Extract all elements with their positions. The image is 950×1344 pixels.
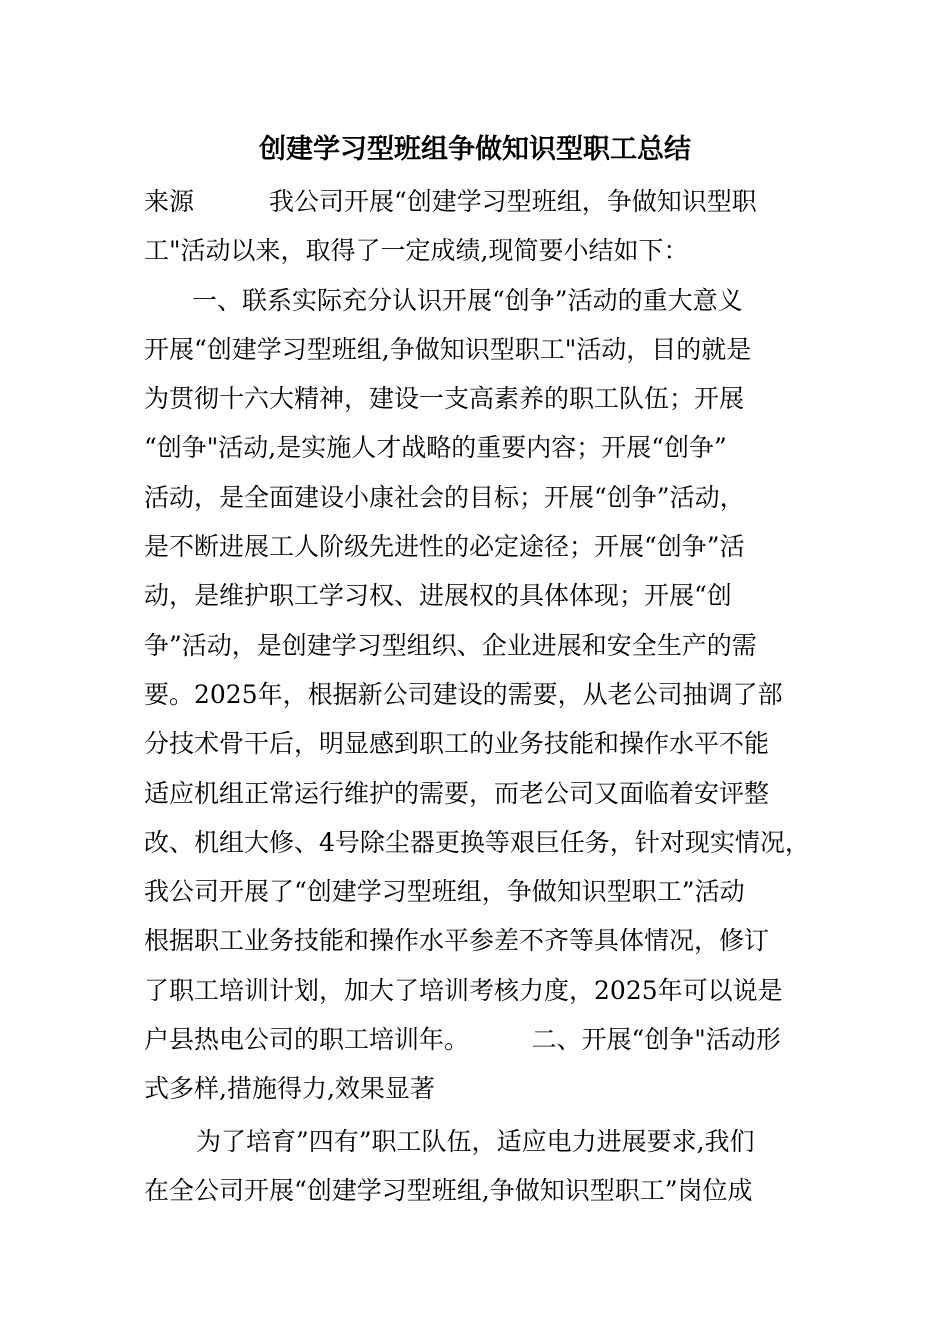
body-line: “创争"活动,是实施人才战略的重要内容；开展“创争” — [144, 433, 727, 463]
paragraph-start: 为了培育”四有”职工队伍，适应电力进展要求,我们 — [196, 1126, 755, 1156]
body-line: 根据职工业务技能和操作水平参差不齐等具体情况，修订 — [144, 926, 770, 956]
body-line-section-two: 户县热电公司的职工培训年。 二、开展“创争"活动形 — [144, 1025, 781, 1055]
body-line: 式多样,措施得力,效果显著 — [144, 1074, 435, 1104]
body-line: 要。2025年，根据新公司建设的需要，从老公司抽调了部 — [144, 679, 783, 709]
body-line-source-intro: 来源 我公司开展“创建学习型班组，争做知识型职 — [144, 187, 757, 216]
document-body — [144, 177, 824, 1215]
body-line: 适应机组正常运行维护的需要，而老公司又面临着安评整 — [144, 778, 770, 808]
body-line: 在全公司开展“创建学习型班组,争做知识型职工”岗位成 — [144, 1175, 753, 1205]
body-line: 争”活动，是创建学习型组织、企业进展和安全生产的需 — [144, 630, 757, 660]
body-line: 开展“创建学习型班组,争做知识型职工"活动，目的就是 — [144, 334, 752, 364]
document-title: 创建学习型班组争做知识型职工总结 — [259, 134, 691, 165]
section-heading-one: 一、联系实际充分认识开展“创争”活动的重大意义 — [192, 285, 743, 315]
body-line: 改、机组大修、4号除尘器更换等艰巨任务，针对现实情况， — [144, 827, 810, 857]
body-line: 了职工培训计划，加大了培训考核力度，2025年可以说是 — [144, 975, 783, 1005]
body-line: 分技术骨干后，明显感到职工的业务技能和操作水平不能 — [144, 729, 770, 759]
body-line: 动，是维护职工学习权、进展权的具体体现；开展“创 — [144, 581, 732, 611]
body-line: 为贯彻十六大精神，建设一支高素养的职工队伍；开展 — [144, 384, 745, 414]
body-line: 活动，是全面建设小康社会的目标；开展“创争”活动， — [144, 482, 745, 512]
body-line: 工"活动以来，取得了一定成绩,现简要小结如下： — [144, 236, 689, 266]
body-line: 是不断进展工人阶级先进性的必定途径；开展“创争”活 — [144, 532, 745, 562]
body-line: 我公司开展了“创建学习型班组，争做知识型职工”活动 — [144, 877, 745, 907]
